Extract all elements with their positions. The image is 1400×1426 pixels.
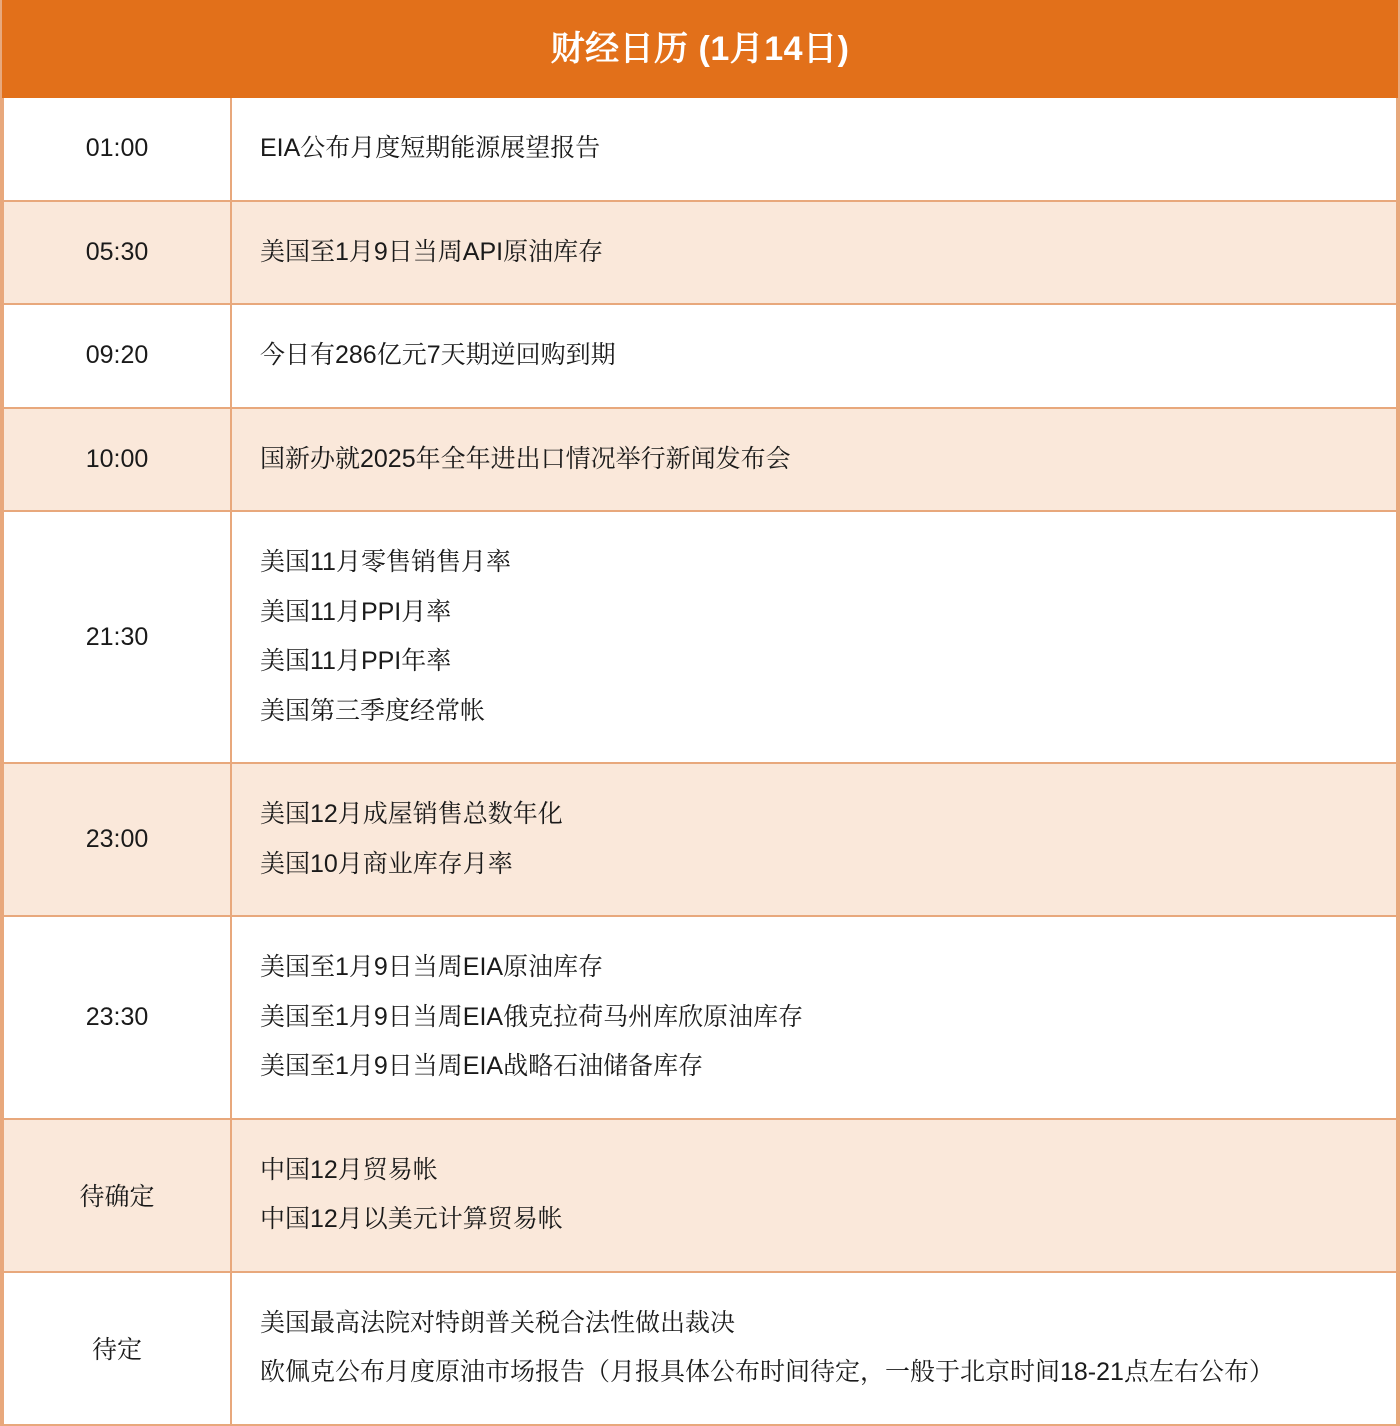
table-row <box>3 98 1397 201</box>
calendar-table <box>2 98 1398 1426</box>
event-time: 10:00 <box>3 408 231 512</box>
event-item: 美国11月PPI年率 <box>260 647 452 675</box>
event-item: 欧佩克公布月度原油市场报告（月报具体公布时间待定，一般于北京时间18-21点左右公布） <box>260 1358 1274 1386</box>
event-item: 美国10月商业库存月率 <box>260 849 513 878</box>
table-row <box>3 763 1397 916</box>
event-item: 美国最高法院对特朗普关税合法性做出裁决 <box>260 1308 736 1337</box>
event-item: 美国11月零售销售月率 <box>260 548 511 576</box>
event-item: 中国12月以美元计算贸易帐 <box>260 1205 563 1233</box>
table-row <box>3 408 1397 512</box>
event-item: 美国11月PPI月率 <box>260 597 452 626</box>
calendar-title: 财经日历 (1月14日) <box>2 0 1398 98</box>
event-item: 美国至1月9日当周API原油库存 <box>260 237 604 266</box>
event-list <box>231 98 1397 201</box>
event-item: 美国至1月9日当周EIA俄克拉荷马州库欣原油库存 <box>260 1002 804 1031</box>
table-row <box>3 304 1397 408</box>
event-list <box>231 1119 1397 1272</box>
event-list <box>231 916 1397 1119</box>
event-time: 01:00 <box>3 98 231 201</box>
event-item: 美国至1月9日当周EIA原油库存 <box>260 953 604 981</box>
event-time: 23:30 <box>3 916 231 1119</box>
table-row <box>3 511 1397 763</box>
event-list <box>231 1272 1397 1425</box>
event-time: 21:30 <box>3 511 231 763</box>
event-list <box>231 763 1397 916</box>
event-item: 美国至1月9日当周EIA战略石油储备库存 <box>260 1052 704 1080</box>
table-row <box>3 916 1397 1119</box>
event-item: 国新办就2025年全年进出口情况举行新闻发布会 <box>260 444 791 473</box>
event-time: 待确定 <box>3 1119 231 1272</box>
event-list <box>231 304 1397 408</box>
event-time: 23:00 <box>3 763 231 916</box>
table-row <box>3 1272 1397 1425</box>
event-item: 中国12月贸易帐 <box>260 1155 438 1184</box>
event-time: 09:20 <box>3 304 231 408</box>
event-list <box>231 511 1397 763</box>
event-time: 待定 <box>3 1272 231 1425</box>
event-item: 美国第三季度经常帐 <box>260 696 486 725</box>
event-item: 今日有286亿元7天期逆回购到期 <box>260 341 616 369</box>
event-item: EIA公布月度短期能源展望报告 <box>260 134 601 162</box>
table-row <box>3 201 1397 305</box>
event-item: 美国12月成屋销售总数年化 <box>260 800 563 828</box>
event-list <box>231 201 1397 305</box>
event-list <box>231 408 1397 512</box>
table-row <box>3 1119 1397 1272</box>
calendar-table-body <box>3 98 1397 1425</box>
event-time: 05:30 <box>3 201 231 305</box>
